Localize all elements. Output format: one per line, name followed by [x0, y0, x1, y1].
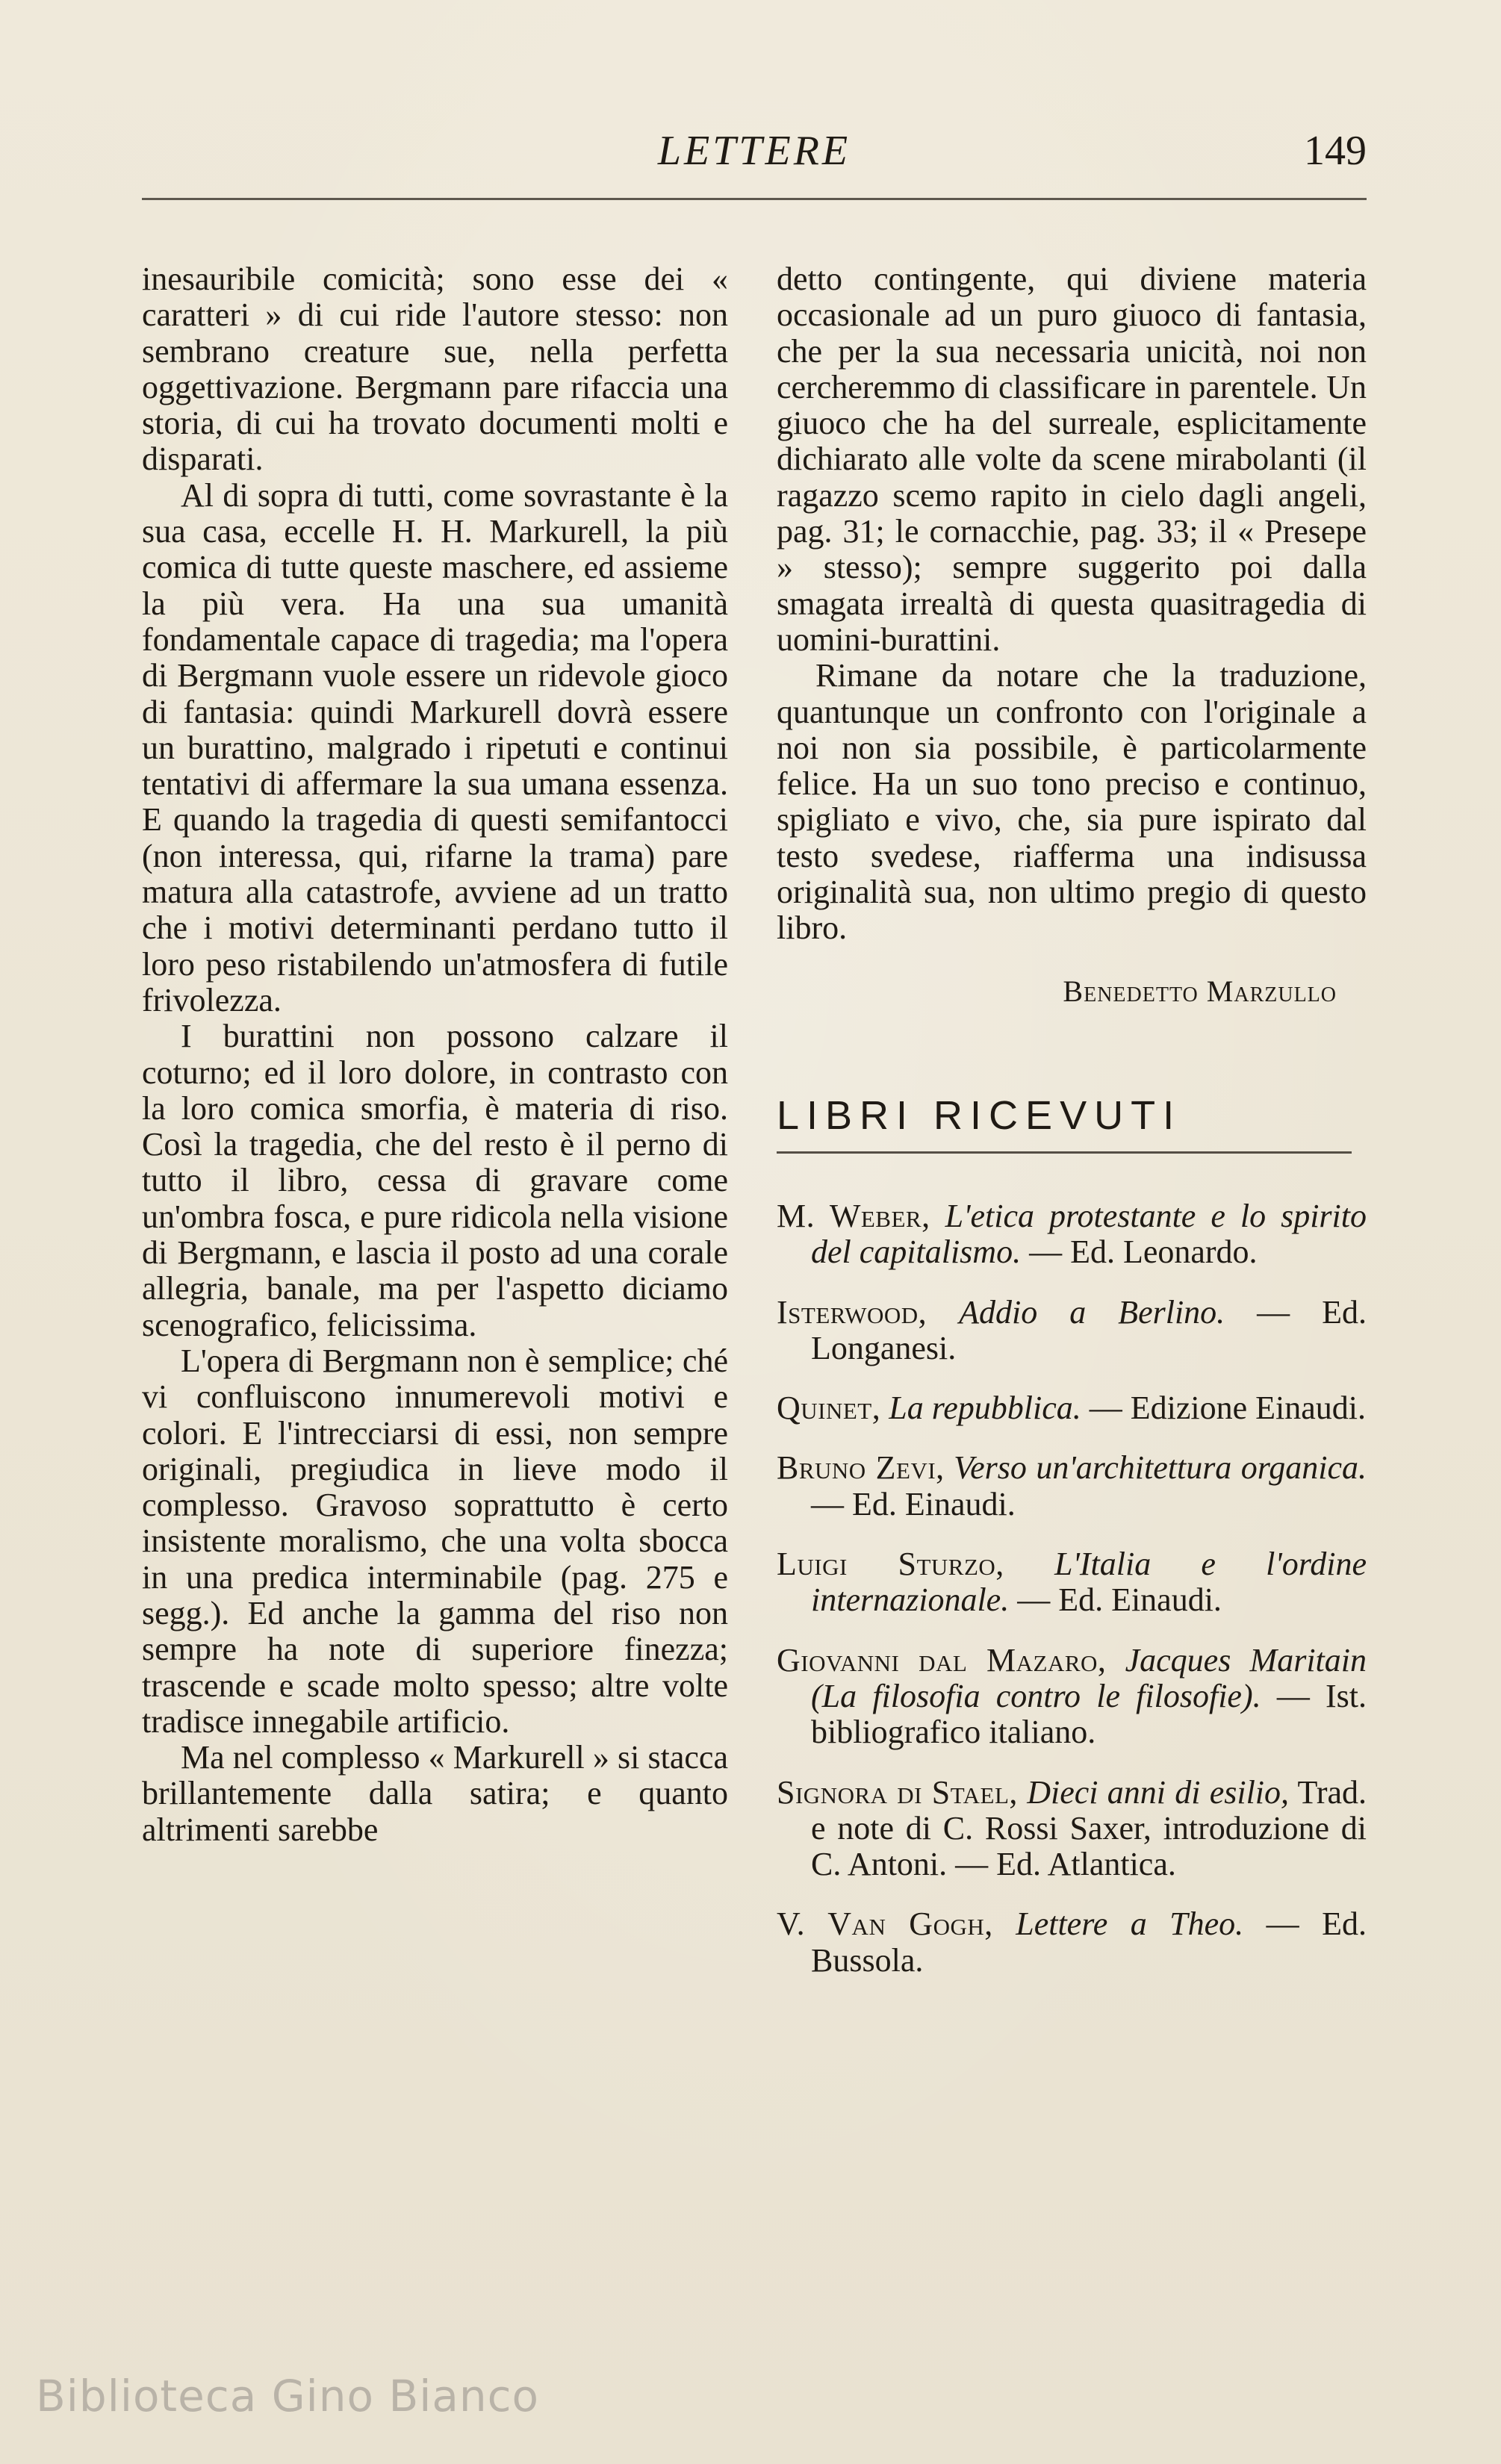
section-rule [777, 1151, 1352, 1154]
book-entry [777, 1643, 1367, 1751]
book-author: Quinet, [777, 1390, 881, 1427]
book-author: M. Weber, [777, 1197, 930, 1234]
book-author: V. Van Gogh, [777, 1905, 993, 1943]
book-publisher: — Ed. Bussola. [811, 1905, 1367, 1979]
book-publisher: — Ed. Einaudi. [811, 1485, 1016, 1522]
book-publisher: — Ed. Longanesi. [811, 1293, 1367, 1366]
book-entry [777, 1775, 1367, 1883]
right-column [777, 261, 1367, 2003]
book-title: Jacques Maritain (La filosofia contro le filosofie). [811, 1641, 1367, 1714]
review-signature: Benedetto Marzullo [1063, 974, 1337, 1008]
book-entry [777, 1198, 1367, 1271]
book-author: Bruno Zevi, [777, 1449, 945, 1487]
book-publisher: Trad. e note di C. Rossi Saxer, introduzione di C. Antoni. — Ed. Atlantica. [811, 1773, 1367, 1883]
book-entry [777, 1450, 1367, 1522]
book-title: Addio a Berlino. [959, 1293, 1225, 1331]
book-title: L'etica protestante e lo spirito del capitalismo. [811, 1197, 1367, 1271]
paragraph: I burattini non possono calzare il coturno; ed il loro dolore, in contrasto con la loro comica smorfia, è materia di riso. Così la tragedia, che del resto è il perno di tutto il libro, cessa di gravare come un'ombra fosca, e pure ridicola nella visione di Bergmann, e lascia il posto ad una corale allegria, banale, ma per l'aspetto diciamo scenografico, felicissima. [142, 1018, 728, 1343]
book-title: Lettere a Theo. [1016, 1905, 1244, 1943]
book-author: Isterwood, [777, 1293, 927, 1331]
book-author: Giovanni dal Mazaro, [777, 1641, 1107, 1679]
section-title: LIBRI RICEVUTI [777, 1092, 1182, 1138]
book-title: Dieci anni di esilio, [1027, 1773, 1290, 1811]
book-author: Signora di Stael, [777, 1773, 1018, 1811]
paragraph: Ma nel complesso « Markurell » si stacca brillantemente dalla satira; e quanto altrimenti sarebbe [142, 1739, 728, 1848]
book-entry [777, 1906, 1367, 1979]
book-entry [777, 1546, 1367, 1619]
book-title: La repubblica. [889, 1390, 1081, 1427]
running-title: LETTERE [657, 128, 851, 174]
received-books-list [777, 1198, 1367, 1979]
paragraph: detto contingente, qui diviene materia occasionale ad un puro giuoco di fantasia, che per la sua necessaria unicità, noi non cercheremmo di classificare in parentele. Un giuoco che ha del surreale, esplicitamente dichiarato alle volte da scene mirabolanti (il ragazzo scemo rapito in cielo dagli angeli, pag. 31; le cornacchie, pag. 33; il « Presepe » stesso); sempre suggerito poi dalla smagata irrealtà di questa quasitragedia di uomini-burattini. [777, 261, 1367, 658]
page-header [142, 127, 1367, 179]
paragraph: Al di sopra di tutti, come sovrastante è la sua casa, eccelle H. H. Markurell, la più comica di tutte queste maschere, ed assieme la più vera. Ha una sua umanità fondamentale capace di tragedia; ma l'opera di Bergmann vuole essere un ridevole gioco di fantasia: quindi Markurell dovrà essere un burattino, malgrado i ripetuti e continui tentativi di affermare la sua umana essenza. E quando la tragedia di questi semifantocci (non interessa, qui, rifarne la trama) pare matura alla catastrofe, avviene ad un tratto che i motivi determinanti perdano tutto il loro peso ristabilendo un'atmosfera di futile frivolezza. [142, 476, 728, 1018]
paragraph: L'opera di Bergmann non è semplice; ché vi confluiscono innumerevoli motivi e colori. E l'intrecciarsi di essi, non sempre originali, pregiudica in lieve modo il complesso. Gravoso soprattutto è certo insistente moralismo, che una volta sbocca in una predica interminabile (pag. 275 e segg.). Ed anche la gamma del riso non sempre ha note di superiore finezza; trascende e scade molto spesso; altre volte tradisce innegabile artificio. [142, 1342, 728, 1740]
book-publisher: — Ist. bibliografico italiano. [811, 1677, 1367, 1751]
book-publisher: — Edizione Einaudi. [1089, 1390, 1366, 1427]
paragraph: inesauribile comicità; sono esse dei « caratteri » di cui ride l'autore stesso: non sembrano creature sue, nella perfetta oggettivazione. Bergmann pare rifaccia una storia, di cui ha trovato documenti molti e disparati. [142, 261, 728, 478]
library-watermark: Biblioteca Gino Bianco [36, 2371, 540, 2421]
header-rule [142, 198, 1367, 200]
paragraph: Rimane da notare che la traduzione, quantunque un confronto con l'originale a noi non sia possibile, è particolarmente felice. Ha un suo tono preciso e continuo, spigliato e vivo, che, sia pure ispirato dal testo svedese, riafferma una indisussa originalità sua, non ultimo pregio di questo libro. [777, 657, 1367, 947]
book-author: Luigi Sturzo, [777, 1546, 1004, 1583]
book-title: L'Italia e l'ordine internazionale. [811, 1546, 1367, 1619]
book-entry [777, 1295, 1367, 1367]
book-title: Verso un'architettura organica. [954, 1449, 1367, 1487]
book-entry [777, 1390, 1367, 1426]
page-number: 149 [1304, 128, 1367, 174]
left-column [142, 261, 728, 1848]
book-publisher: — Ed. Leonardo. [1029, 1233, 1258, 1271]
book-publisher: — Ed. Einaudi. [1017, 1581, 1222, 1619]
